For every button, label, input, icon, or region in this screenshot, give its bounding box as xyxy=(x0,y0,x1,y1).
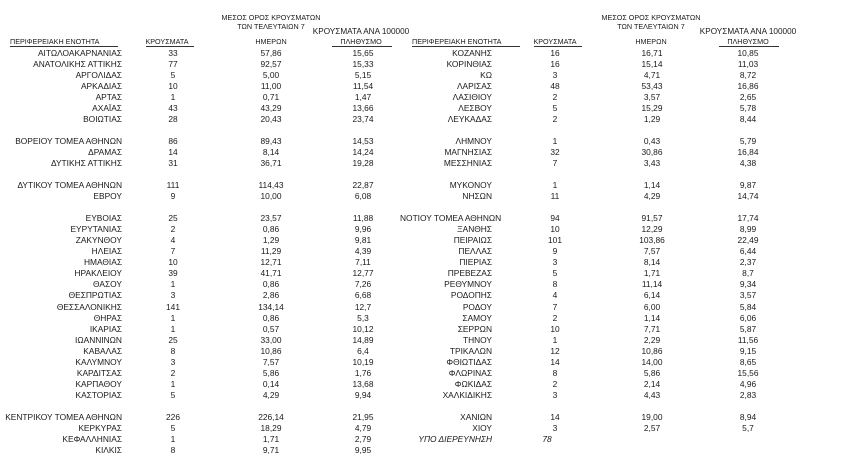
table-cell-avg: 5,00 xyxy=(262,70,280,80)
table-cell-per: 9,15 xyxy=(739,345,757,356)
table-cell-avg: 6,00 xyxy=(643,301,661,312)
table-cell-avg: 89,43 xyxy=(260,136,282,147)
table-cell-per: 4,38 xyxy=(739,158,757,169)
table-cell-per: 5,3 xyxy=(357,312,369,323)
region-header-right: ΠΕΡΙΦΕΡΕΙΑΚΗ ΕΝΟΤΗΤΑ xyxy=(412,37,502,46)
table-cell-region: ΝΗΣΩΝ xyxy=(462,191,492,202)
table-cell-avg: 11,29 xyxy=(260,246,282,257)
table-cell-region: ΦΛΩΡΙΝΑΣ xyxy=(448,367,492,378)
table-cell-cases: 1 xyxy=(170,433,176,444)
table-cell-avg: 36,71 xyxy=(260,158,282,169)
table-cell-cases: 14 xyxy=(550,356,560,367)
table-cell-per: 15,56 xyxy=(737,367,759,378)
table-cell-cases: 7 xyxy=(552,158,558,169)
table-cell-cases: 5 xyxy=(170,389,176,400)
table-cell-cases: 1 xyxy=(170,323,176,334)
table-cell-region: ΑΝΑΤΟΛΙΚΗΣ ΑΤΤΙΚΗΣ xyxy=(33,59,122,69)
table-cell-region: ΠΕΙΡΑΙΩΣ xyxy=(453,235,492,246)
table-cell-region: ΜΕΣΣΗΝΙΑΣ xyxy=(443,158,492,169)
table-cell-region: ΑΡΚΑΔΙΑΣ xyxy=(80,81,122,92)
table-cell-cases: 14 xyxy=(168,147,178,158)
table-cell-region: ΤΗΝΟΥ xyxy=(462,334,492,345)
table-cell-region: ΚΕΦΑΛΛΗΝΙΑΣ xyxy=(62,433,122,444)
table-cell-avg: 57,86 xyxy=(260,48,282,58)
table-cell-per: 9,34 xyxy=(739,279,757,290)
table-cell-per: 11,88 xyxy=(352,213,374,224)
region-header: ΠΕΡΙΦΕΡΕΙΑΚΗ ΕΝΟΤΗΤΑ xyxy=(10,37,100,46)
table-cell-cases: 226 xyxy=(166,411,180,422)
table-cell-avg: 0,43 xyxy=(643,136,661,147)
table-cell-cases: 77 xyxy=(168,59,178,69)
table-cell-per: 9,96 xyxy=(354,224,372,235)
per100k-header-line2-right: ΠΛΗΘΥΣΜΟ xyxy=(727,37,769,46)
table-cell-cases: 111 xyxy=(166,180,180,191)
table-cell-cases: 86 xyxy=(168,136,178,147)
table-cell-cases: 94 xyxy=(550,213,560,224)
table-cell-region: ΒΟΡΕΙΟΥ ΤΟΜΕΑ ΑΘΗΝΩΝ xyxy=(15,136,122,147)
table-cell-avg: 33,00 xyxy=(260,334,282,345)
table-cell-avg: 19,00 xyxy=(641,411,663,422)
table-cell-per: 12,77 xyxy=(352,268,374,279)
table-cell-per: 1,76 xyxy=(354,367,372,378)
table-cell-avg: 0,14 xyxy=(262,378,280,389)
table-cell-cases: 25 xyxy=(168,334,178,345)
table-cell-region: ΘΕΣΠΡΩΤΙΑΣ xyxy=(68,290,122,301)
table-cell-region: ΚΙΛΚΙΣ xyxy=(95,444,122,455)
table-cell-avg: 15,29 xyxy=(641,103,663,114)
table-cell-per: 8,65 xyxy=(739,356,757,367)
table-cell-per: 13,66 xyxy=(352,103,374,114)
table-cell-avg: 12,71 xyxy=(260,257,282,268)
table-cell-per: 1,47 xyxy=(354,92,372,103)
table-cell-cases: 3 xyxy=(552,70,558,80)
table-cell-avg: 103,86 xyxy=(639,235,665,246)
table-cell-per: 5,84 xyxy=(739,301,757,312)
table-cell-per: 23,74 xyxy=(352,114,374,125)
table-cell-region: ΚΑΡΠΑΘΟΥ xyxy=(75,378,122,389)
table-cell-region: ΙΩΑΝΝΙΝΩΝ xyxy=(75,334,122,345)
table-cell-per: 16,84 xyxy=(737,147,759,158)
table-cell-region: ΚΑΡΔΙΤΣΑΣ xyxy=(76,367,122,378)
avg-header-line2: ΤΩΝ ΤΕΛΕΥΤΑΙΩΝ 7 xyxy=(237,22,305,31)
table-cell-region: ΡΕΘΥΜΝΟΥ xyxy=(444,279,492,290)
table-cell-avg: 23,57 xyxy=(260,213,282,224)
table-cell-cases: 141 xyxy=(166,301,180,312)
table-cell-avg: 91,57 xyxy=(641,213,663,224)
table-cell-per: 2,79 xyxy=(354,433,372,444)
table-cell-cases: 10 xyxy=(550,224,560,235)
table-cell-per: 4,96 xyxy=(739,378,757,389)
table-cell-per: 5,7 xyxy=(742,422,754,433)
table-cell-per: 15,65 xyxy=(352,48,374,58)
table-cell-cases: 11 xyxy=(550,191,560,202)
table-cell-avg: 3,43 xyxy=(643,158,661,169)
table-cell-avg: 30,86 xyxy=(641,147,663,158)
table-cell-cases: 7 xyxy=(170,246,176,257)
table-cell-cases: 48 xyxy=(550,81,560,92)
table-cell-cases: 10 xyxy=(168,81,178,92)
per100k-header-line2: ΠΛΗΘΥΣΜΟ xyxy=(340,37,382,46)
table-cell-region: ΛΕΥΚΑΔΑΣ xyxy=(447,114,492,125)
table-cell-cases: 1 xyxy=(552,136,558,147)
table-cell-region: ΑΡΤΑΣ xyxy=(95,92,122,103)
table-cell-per: 15,33 xyxy=(352,59,374,69)
table-cell-cases: 10 xyxy=(550,323,560,334)
cases-header-right: ΚΡΟΥΣΜΑΤΑ xyxy=(533,37,577,46)
table-cell-cases: 1 xyxy=(170,279,176,290)
table-cell-region: ΚΕΡΚΥΡΑΣ xyxy=(78,422,122,433)
table-cell-cases: 39 xyxy=(168,268,178,279)
table-cell-per: 10,85 xyxy=(737,48,759,58)
table-cell-region: ΜΥΚΟΝΟΥ xyxy=(449,180,492,191)
table-cell-region: ΘΑΣΟΥ xyxy=(93,279,122,290)
table-cell-per: 19,28 xyxy=(352,158,374,169)
region-header-underline-right xyxy=(412,46,520,47)
table-cell-cases: 32 xyxy=(550,147,560,158)
table-cell-per: 12,7 xyxy=(354,301,372,312)
table-cell-per: 9,94 xyxy=(354,389,372,400)
table-cell-region: ΧΑΝΙΩΝ xyxy=(460,411,492,422)
avg-header-line1-right: ΜΕΣΟΣ ΟΡΟΣ ΚΡΟΥΣΜΑΤΩΝ xyxy=(601,13,701,22)
table-cell-per: 13,68 xyxy=(352,378,374,389)
table-cell-avg: 7,57 xyxy=(262,356,280,367)
table-cell-region: ΛΑΣΙΘΙΟΥ xyxy=(452,92,492,103)
table-cell-region: ΙΚΑΡΙΑΣ xyxy=(89,323,122,334)
table-cell-region: ΠΙΕΡΙΑΣ xyxy=(459,257,492,268)
table-cell-avg: 1,29 xyxy=(262,235,280,246)
table-cell-cases: 1 xyxy=(552,334,558,345)
table-cell-per: 7,26 xyxy=(354,279,372,290)
table-cell-region: ΖΑΚΥΝΘΟΥ xyxy=(75,235,122,246)
table-cell-region: ΕΥΒΟΙΑΣ xyxy=(85,213,122,224)
table-cell-cases: 3 xyxy=(552,389,558,400)
table-cell-cases: 31 xyxy=(168,158,178,169)
table-cell-region: ΔΥΤΙΚΟΥ ΤΟΜΕΑ ΑΘΗΝΩΝ xyxy=(17,180,122,191)
table-cell-per: 8,94 xyxy=(739,411,757,422)
table-cell-avg: 8,14 xyxy=(262,147,280,158)
table-cell-per: 14,74 xyxy=(737,191,759,202)
table-cell-cases: 2 xyxy=(552,92,558,103)
table-cell-avg: 16,71 xyxy=(641,48,663,58)
table-cell-region: ΘΕΣΣΑΛΟΝΙΚΗΣ xyxy=(56,301,122,312)
table-cell-cases: 7 xyxy=(552,301,558,312)
table-cell-region: ΣΑΜΟΥ xyxy=(462,312,492,323)
table-cell-avg: 2,57 xyxy=(643,422,661,433)
table-cell-avg: 15,14 xyxy=(641,59,663,69)
table-cell-avg: 0,57 xyxy=(262,323,280,334)
table-cell-per: 9,81 xyxy=(354,235,372,246)
table-cell-cases: 5 xyxy=(170,422,176,433)
table-cell-region: ΚΕΝΤΡΙΚΟΥ ΤΟΜΕΑ ΑΘΗΝΩΝ xyxy=(5,411,122,422)
table-cell-region: ΔΥΤΙΚΗΣ ΑΤΤΙΚΗΣ xyxy=(50,158,122,169)
table-cell-avg: 12,29 xyxy=(641,224,663,235)
table-cell-avg: 9,71 xyxy=(262,444,280,455)
table-cell-avg: 1,71 xyxy=(643,268,661,279)
table-cell-cases: 8 xyxy=(552,367,558,378)
table-cell-region: ΚΟΡΙΝΘΙΑΣ xyxy=(446,59,492,69)
table-cell-per: 8,99 xyxy=(739,224,757,235)
table-cell-per: 17,74 xyxy=(737,213,759,224)
table-cell-avg: 134,14 xyxy=(258,301,284,312)
table-cell-per: 4,79 xyxy=(354,422,372,433)
table-cell-avg: 4,43 xyxy=(643,389,661,400)
table-cell-cases: 8 xyxy=(170,444,176,455)
table-cell-region: ΦΩΚΙΔΑΣ xyxy=(454,378,492,389)
table-cell-cases: 16 xyxy=(550,48,560,58)
table-cell-region: ΝΟΤΙΟΥ ΤΟΜΕΑ ΑΘΗΝΩΝ xyxy=(400,213,502,224)
table-cell-per: 6,4 xyxy=(357,345,369,356)
table-cell-avg: 4,29 xyxy=(262,389,280,400)
per100k-header-line1: ΚΡΟΥΣΜΑΤΑ ΑΝΑ 100000 xyxy=(312,27,410,36)
table-cell-cases: 16 xyxy=(550,59,560,69)
table-cell-per: 6,68 xyxy=(354,290,372,301)
table-cell-avg: 4,71 xyxy=(643,70,661,80)
table-cell-per: 22,87 xyxy=(352,180,374,191)
avg-header-line3-right: ΗΜΕΡΩΝ xyxy=(635,37,667,46)
table-cell-region: ΛΗΜΝΟΥ xyxy=(455,136,492,147)
table-cell-avg: 20,43 xyxy=(260,114,282,125)
table-cell-avg: 0,71 xyxy=(262,92,280,103)
table-cell-per: 8,7 xyxy=(742,268,754,279)
table-cell-region: ΚΩ xyxy=(480,70,492,80)
table-cell-region: ΗΛΕΙΑΣ xyxy=(91,246,122,257)
table-cell-cases: 4 xyxy=(170,235,176,246)
table-cell-cases: 2 xyxy=(170,224,176,235)
table-cell-region: ΘΗΡΑΣ xyxy=(93,312,122,323)
table-cell-per: 5,79 xyxy=(739,136,757,147)
table-cell-avg: 7,71 xyxy=(643,323,661,334)
table-cell-avg: 3,57 xyxy=(643,92,661,103)
table-cell-cases: 3 xyxy=(552,257,558,268)
table-cell-per: 7,11 xyxy=(355,257,371,268)
table-cell-per: 6,06 xyxy=(739,312,757,323)
table-cell-avg: 11,14 xyxy=(641,279,663,290)
table-cell-region: ΜΑΓΝΗΣΙΑΣ xyxy=(444,147,492,158)
table-cell-avg: 14,00 xyxy=(641,356,663,367)
cases-header-underline xyxy=(146,46,194,47)
table-cell-region: ΚΑΣΤΟΡΙΑΣ xyxy=(75,389,122,400)
table-cell-per: 14,24 xyxy=(352,147,374,158)
table-cell-per: 10,19 xyxy=(352,356,374,367)
table-cell-cases: 78 xyxy=(542,433,552,444)
table-cell-per: 11,56 xyxy=(737,334,759,345)
table-cell-per: 4,39 xyxy=(354,246,372,257)
table-cell-per: 22,49 xyxy=(737,235,759,246)
table-cell-cases: 14 xyxy=(550,411,560,422)
table-cell-per: 9,95 xyxy=(354,444,372,455)
table-cell-region: ΠΕΛΛΑΣ xyxy=(458,246,492,257)
table-cell-avg: 1,29 xyxy=(643,114,661,125)
cases-header-underline-right xyxy=(534,46,582,47)
table-cell-region: ΤΡΙΚΑΛΩΝ xyxy=(449,345,492,356)
table-cell-cases: 1 xyxy=(552,180,558,191)
table-cell-per: 11,54 xyxy=(352,81,374,92)
table-cell-avg: 5,86 xyxy=(643,367,661,378)
table-cell-region: ΔΡΑΜΑΣ xyxy=(88,147,122,158)
table-cell-cases: 3 xyxy=(552,422,558,433)
table-cell-avg: 0,86 xyxy=(262,312,280,323)
per100k-header-underline-right xyxy=(719,46,779,47)
table-cell-region: ΠΡΕΒΕΖΑΣ xyxy=(447,268,492,279)
table-cell-region: ΗΡΑΚΛΕΙΟΥ xyxy=(74,268,122,279)
table-cell-avg: 7,57 xyxy=(643,246,661,257)
table-cell-per: 9,87 xyxy=(739,180,757,191)
table-cell-per: 5,87 xyxy=(739,323,757,334)
table-cell-avg: 2,86 xyxy=(262,290,280,301)
table-cell-cases: 2 xyxy=(552,378,558,389)
table-cell-region: ΛΑΡΙΣΑΣ xyxy=(456,81,492,92)
table-cell-region: ΑΡΓΟΛΙΔΑΣ xyxy=(75,70,122,80)
table-cell-avg: 1,71 xyxy=(262,433,280,444)
table-cell-cases: 5 xyxy=(170,70,176,80)
table-cell-per: 21,95 xyxy=(352,411,374,422)
table-cell-region: ΡΟΔΟΥ xyxy=(462,301,492,312)
table-cell-cases: 1 xyxy=(170,312,176,323)
table-cell-per: 6,08 xyxy=(354,191,372,202)
table-cell-per: 5,15 xyxy=(354,70,372,80)
table-cell-avg: 6,14 xyxy=(643,290,661,301)
table-cell-per: 14,89 xyxy=(352,334,374,345)
table-cell-cases: 8 xyxy=(552,279,558,290)
table-cell-cases: 1 xyxy=(170,92,176,103)
table-cell-cases: 8 xyxy=(170,345,176,356)
table-cell-per: 16,86 xyxy=(737,81,759,92)
table-cell-region: ΕΒΡΟΥ xyxy=(93,191,122,202)
table-cell-avg: 11,00 xyxy=(260,81,282,92)
table-cell-per: 6,44 xyxy=(739,246,757,257)
table-cell-cases: 25 xyxy=(168,213,178,224)
table-cell-avg: 5,86 xyxy=(262,367,280,378)
avg-header-line2-right: ΤΩΝ ΤΕΛΕΥΤΑΙΩΝ 7 xyxy=(617,22,685,31)
table-cell-region: ΚΟΖΑΝΗΣ xyxy=(452,48,492,58)
table-cell-per: 10,12 xyxy=(352,323,374,334)
table-cell-region: ΚΑΒΑΛΑΣ xyxy=(83,345,122,356)
table-cell-per: 2,83 xyxy=(739,389,757,400)
table-cell-cases: 9 xyxy=(552,246,558,257)
table-cell-cases: 1 xyxy=(170,378,176,389)
table-cell-region: ΚΑΛΥΜΝΟΥ xyxy=(75,356,122,367)
table-cell-cases: 33 xyxy=(168,48,178,58)
table-cell-per: 2,37 xyxy=(739,257,757,268)
table-cell-avg: 4,29 xyxy=(643,191,661,202)
table-cell-region: ΕΥΡΥΤΑΝΙΑΣ xyxy=(70,224,122,235)
table-cell-region: ΣΕΡΡΩΝ xyxy=(457,323,492,334)
table-cell-region: ΑΙΤΩΛΟΑΚΑΡΝΑΝΙΑΣ xyxy=(37,48,122,58)
table-cell-region: ΧΑΛΚΙΔΙΚΗΣ xyxy=(442,389,492,400)
table-cell-avg: 10,86 xyxy=(260,345,282,356)
table-cell-avg: 2,29 xyxy=(643,334,661,345)
table-cell-avg: 0,86 xyxy=(262,224,280,235)
table-cell-cases: 28 xyxy=(168,114,178,125)
table-cell-region: ΞΑΝΘΗΣ xyxy=(457,224,492,235)
table-cell-avg: 92,57 xyxy=(260,59,282,69)
table-cell-per: 2,65 xyxy=(739,92,757,103)
table-cell-region: ΡΟΔΟΠΗΣ xyxy=(450,290,492,301)
table-cell-per: 11,03 xyxy=(737,59,759,69)
table-cell-avg: 226,14 xyxy=(258,411,284,422)
table-cell-cases: 2 xyxy=(552,312,558,323)
table-cell-per: 8,44 xyxy=(739,114,757,125)
table-cell-cases: 12 xyxy=(550,345,560,356)
table-cell-cases: 2 xyxy=(170,367,176,378)
table-cell-cases: 5 xyxy=(552,103,558,114)
table-cell-avg: 0,86 xyxy=(262,279,280,290)
table-cell-avg: 41,71 xyxy=(260,268,282,279)
table-cell-cases: 10 xyxy=(168,257,178,268)
table-cell-cases: 4 xyxy=(552,290,558,301)
table-cell-cases: 101 xyxy=(548,235,562,246)
table-cell-cases: 5 xyxy=(552,268,558,279)
table-cell-region: ΛΕΣΒΟΥ xyxy=(458,103,492,114)
table-cell-avg: 2,14 xyxy=(643,378,661,389)
table-cell-cases: 3 xyxy=(170,290,176,301)
table-cell-avg: 114,43 xyxy=(258,180,284,191)
table-cell-per: 14,53 xyxy=(352,136,374,147)
table-cell-region: ΦΘΙΩΤΙΔΑΣ xyxy=(446,356,492,367)
table-cell-region: ΒΟΙΩΤΙΑΣ xyxy=(83,114,122,125)
per100k-header-line1-right: ΚΡΟΥΣΜΑΤΑ ΑΝΑ 100000 xyxy=(699,27,797,36)
table-cell-region: ΗΜΑΘΙΑΣ xyxy=(83,257,122,268)
table-cell-region: ΥΠΟ ΔΙΕΡΕΥΝΗΣΗ xyxy=(418,433,492,444)
table-cell-avg: 1,14 xyxy=(643,312,661,323)
table-cell-avg: 53,43 xyxy=(641,81,663,92)
table-cell-per: 8,72 xyxy=(739,70,757,80)
table-cell-avg: 10,86 xyxy=(641,345,663,356)
table-cell-cases: 2 xyxy=(552,114,558,125)
table-cell-region: ΧΙΟΥ xyxy=(472,422,492,433)
table-cell-avg: 18,29 xyxy=(260,422,282,433)
table-cell-avg: 1,14 xyxy=(643,180,661,191)
table-cell-per: 3,57 xyxy=(739,290,757,301)
per100k-header-underline xyxy=(332,46,392,47)
table-cell-avg: 8,14 xyxy=(643,257,661,268)
cases-header: ΚΡΟΥΣΜΑΤΑ xyxy=(145,37,189,46)
table-cell-cases: 9 xyxy=(170,191,176,202)
table-cell-cases: 43 xyxy=(168,103,178,114)
table-cell-avg: 43,29 xyxy=(260,103,282,114)
table-cell-per: 5,78 xyxy=(739,103,757,114)
table-cell-avg: 10,00 xyxy=(260,191,282,202)
region-header-underline xyxy=(10,46,118,47)
table-cell-region: ΑΧΑΪΑΣ xyxy=(92,103,122,114)
avg-header-line3: ΗΜΕΡΩΝ xyxy=(255,37,287,46)
table-cell-cases: 3 xyxy=(170,356,176,367)
avg-header-line1: ΜΕΣΟΣ ΟΡΟΣ ΚΡΟΥΣΜΑΤΩΝ xyxy=(221,13,321,22)
